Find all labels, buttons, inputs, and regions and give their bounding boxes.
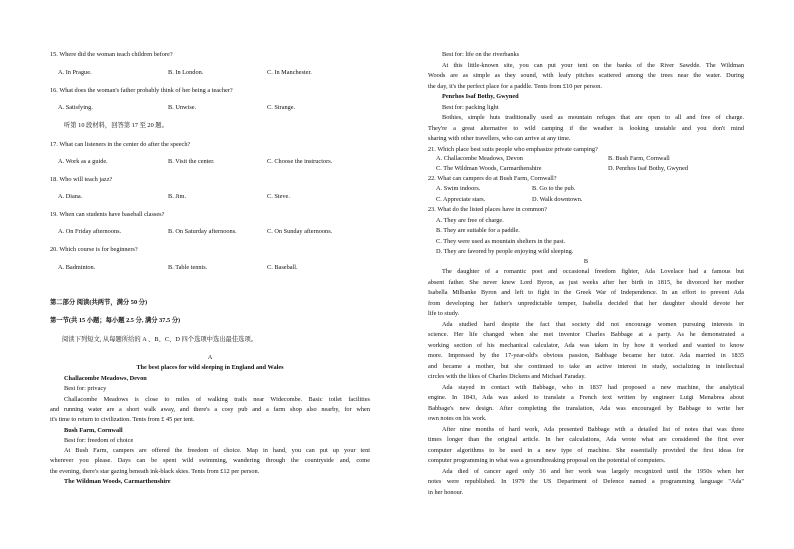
q18-question: 18. Who will teach jazz?: [50, 176, 113, 183]
text-line: absent father. She never knew Lord Byron, as just weeks after her birth in 1815, he divorced her mother: [428, 278, 744, 286]
text-line: engine. In 1843, Ada was asked to translate a French text written by engineer Luigi Menabrea about: [428, 394, 744, 401]
text-line: own notes on his work.: [428, 415, 487, 422]
text-line: At this little-known site, you can put your tent on the banks of the River Sawdde. The Wildman: [442, 61, 744, 69]
q22-option-a: A. Swim indoors.: [436, 185, 481, 192]
q21-option-b: B. Bush Farm, Cornwall: [608, 155, 670, 162]
q16-option-c: C. Strange.: [267, 104, 296, 111]
text-line: the day, it's the perfect place for a paddle. Tents from £10 per person.: [428, 82, 602, 90]
q20-option-a: A. Badminton.: [58, 264, 96, 271]
q20-question: 20. Which course is for beginners?: [50, 246, 138, 253]
text-line: working section of his mechanical calculator, Ada was taken in by how it worked and wanted to know: [428, 341, 744, 349]
text-line: Best for: packing light: [442, 103, 499, 111]
text-line: They're a great alternative to wild camping if the weather is looking unstable and you don't mind: [428, 124, 744, 132]
text-line: sharing with other travellers, who can arrive at any time.: [428, 135, 571, 142]
text-line: Best for: privacy: [64, 385, 107, 393]
q21-option-d: D. Penrhos Isaf Bothy, Gwyned: [608, 165, 689, 172]
text-line: more. Impressed by the 17-year-old's obvious passion, Babbage became her tutor. Ada married in 1835: [428, 352, 744, 359]
text-line: Bothies, simple huts traditionally used as mountain refuges that are open to all and free of charge.: [442, 114, 744, 121]
q15-question: 15. Where did the woman teach children before?: [50, 51, 173, 58]
place-heading: Bush Farm, Cornwall: [64, 426, 123, 434]
passage-a-letter: A: [207, 354, 213, 361]
q19-option-a: A. On Friday afternoons.: [58, 228, 122, 235]
q20-option-b: B. Table tennis.: [168, 264, 208, 271]
text-line: Ada studied hard despite the fact that society did not encourage women pursuing interests in: [442, 320, 744, 328]
text-line: the evening, there's star gazing beneath ink-black skies. Tents from £12 per person.: [50, 467, 260, 475]
q21-option-a: A. Challacombe Meadows, Devon: [436, 155, 523, 162]
text-line: Isabella Milbanke Byron and left to fight in the Greek War of Independence. In an effort to prevent Ada: [428, 289, 744, 296]
text-line: times longer than the original article. In her calculations, Ada wrote what are considered the first ever: [428, 436, 744, 443]
q23-option-c: C. They were used as mountain shelters in the past.: [436, 238, 566, 245]
text-line: and running water are a short walk away, and there's a cosy pub and a farm shop also nearby, for when: [50, 405, 370, 413]
section1-title: 第一节(共 15 小题；每小题 2.5 分, 满分 37.5 分): [50, 317, 181, 324]
text-line: it's time to return to civilization. Tents from £ 45 per tent.: [50, 416, 195, 424]
place-heading: Challacombe Meadows, Devon: [64, 375, 147, 382]
q18-option-a: A. Diana.: [58, 193, 83, 200]
q20-option-c: C. Baseball.: [267, 264, 298, 271]
q21-option-c: C. The Wildman Woods, Carmarthenshire: [436, 165, 542, 172]
q16-option-b: B. Unwise.: [168, 104, 197, 111]
q23-question: 23. What do the listed places have in common?: [428, 206, 547, 213]
q15-option-b: B. In London.: [168, 69, 204, 76]
q16-option-a: A. Satisfying.: [58, 104, 93, 111]
q19-question: 19. When can students have baseball classes?: [50, 211, 165, 218]
q23-option-d: D. They are favored by people enjoying wild sleeping.: [436, 248, 574, 255]
text-line: After nine months of hard work, Ada presented Babbage with a detailed list of notes that was three: [442, 425, 744, 433]
place-heading: Penrhos Isaf Bothy, Gwyned: [442, 93, 519, 100]
q22-option-d: D. Walk downtown.: [532, 196, 583, 203]
text-line: Ada died of cancer aged only 36 and her work was largely recognized until the 1950s when her: [442, 467, 744, 475]
section1-instruction: 阅读下列短文, 从每题所给的 A 、B、C、D 四个选项中选出最佳选项。: [62, 336, 258, 343]
q23-option-a: A. They are free of charge.: [436, 217, 504, 224]
q17-option-b: B. Visit the center.: [168, 158, 215, 165]
q17-question: 17. What can listeners in the center do after the speech?: [50, 141, 191, 148]
text-line: circles with the likes of Charles Dickens and Michael Faraday.: [428, 373, 586, 380]
text-line: computer programming in what was a groundbreaking proposal on the potential of computers.: [428, 457, 666, 464]
q22-option-b: B. Go to the pub.: [532, 185, 576, 192]
q17-option-a: A. Work as a guide.: [58, 158, 108, 165]
q22-option-c: C. Appreciate stars.: [436, 196, 486, 203]
text-line: and became a mother, but she continued to take an active interest in study, socializing in intellectual: [428, 362, 744, 370]
q18-option-b: B. Jim.: [168, 193, 187, 200]
text-line: from developing her father's unpredictable temper, Isabella decided that her daughter should devote her: [428, 299, 744, 307]
passage-b-letter: B: [583, 258, 589, 265]
q19-option-c: C. On Sunday afternoons.: [267, 228, 333, 235]
text-line: Babbage's new design. After completing the translation, Ada was encouraged by Babbage to write her: [428, 404, 744, 412]
part2-title: 第二部分 阅读(共两节，满分 50 分): [50, 299, 148, 306]
text-line: science. Her life changed when she met inventor Charles Babbage at a party. As he demonstrated a: [428, 331, 744, 338]
q15-option-c: C. In Manchester.: [267, 69, 312, 76]
text-line: notes were republished. In 1979 the US Department of Defence named a programming language "Ada": [428, 478, 744, 485]
text-line: Challacombe Meadows is close to miles of walking trails near Widecombe. Basic toilet facilities: [64, 395, 370, 403]
q16-question: 16. What does the woman's father probably think of her being a teacher?: [50, 87, 233, 94]
text-line: Best for: freedom of choice: [64, 436, 134, 444]
place-heading: The Wildman Woods, Carmarthenshire: [64, 478, 171, 485]
q15-option-a: A. In Prague.: [58, 69, 92, 76]
q23-option-b: B. They are suitable for a paddle.: [436, 227, 520, 234]
text-line: Best for: life on the riverbanks: [442, 51, 520, 58]
text-line: wherever you please. Days can be spent wild swimming, wandering through the countryside and, come: [50, 457, 370, 465]
text-line: in her honour.: [428, 488, 464, 496]
q19-option-b: B. On Saturday afternoons.: [168, 228, 237, 235]
text-line: life to study.: [428, 310, 460, 317]
text-line: Ada stayed in contact with Babbage, who in 1837 had proposed a new machine, the analytical: [442, 383, 744, 391]
text-line: 21. Which place best suits people who emphasize private camping?: [428, 145, 598, 153]
q22-question: 22. What can campers do at Bush Farm, Cornwall?: [428, 175, 557, 182]
instruction-17-20: 听第 10 段材料，回答第 17 至 20 题。: [64, 122, 168, 129]
q18-option-c: C. Steve.: [267, 193, 290, 200]
q17-option-c: C. Choose the instructors.: [267, 158, 333, 165]
text-line: The daughter of a romantic poet and occasional freedom fighter, Ada Lovelace had a famous but: [442, 268, 744, 275]
text-line: At Bush Farm, campers are offered the freedom of choice. Map in hand, you can put up your tent: [64, 447, 370, 455]
text-line: computer algorithms to be used in a new type of machine. She essentially provided the first ideas for: [428, 446, 744, 454]
text-line: Woods are as simple as they sound, with leafy pitches scattered among the trees near the water. During: [428, 72, 744, 79]
passage-a-title: The best places for wild sleeping in England and Wales: [136, 364, 284, 371]
